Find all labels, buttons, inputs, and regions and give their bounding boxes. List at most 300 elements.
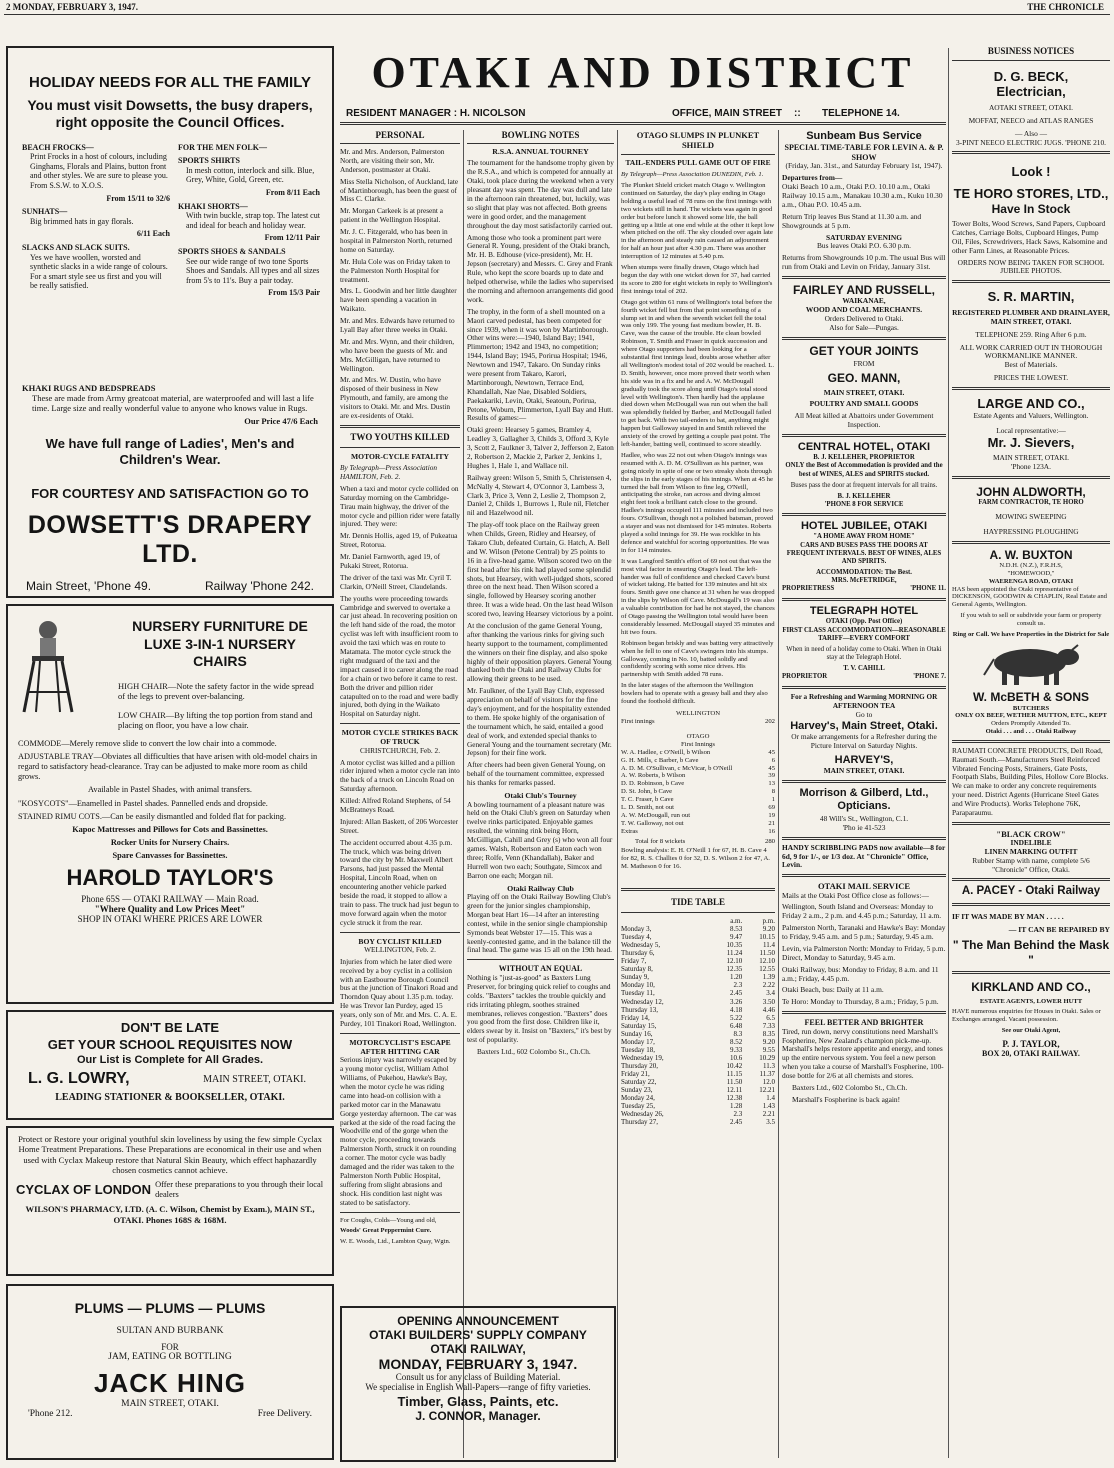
otago-innings: First Innings (681, 740, 715, 748)
tide-row (621, 1070, 775, 1078)
slacks-text: Yes we have woollen, worsted and synthetic slacks in a wide range of colours. For a smart style see us first and you will be really satisfied. (30, 252, 168, 291)
mcbeth-text: ONLY OX BEEF, WETHER MUTTON, ETC., KEPT (955, 712, 1107, 720)
jubilee-phone: 'PHONE 11. (910, 585, 946, 593)
tide-pm: 3.5 (766, 1118, 775, 1127)
khaki-head: KHAKI SHORTS— (178, 201, 248, 211)
batsman: T. W. Galloway, not out (621, 819, 684, 827)
bowling-paragraph: The trophy, in the form of a shell mounted on a Maori carved pedestal, has been competed for since 1939, when it was won by Martinborough. Other wins were:—1940, Island Bay; 1941, Plimmerton; 1942 and 1943, no competition; 1944, Island Bay; 1945, Porirua Hospital; 1946, Newtown and 1947, Takaro. On Sunday rinks were present from Takaro, Karori, Martinborough, Newtown, Terrace End, Khandallah, Nae Nae, Disabled Soldiers, Paekakariki, Levin, Otaki, Seatoun, Porirua, Petone, Woburn, Plimmerton, Lyall Bay and Hutt. Results of games:— (467, 306, 614, 423)
cricket-paragraph: It was Langford Smith's effort of 69 not out that was the most vital factor in ensuring Otago's lead. The left-hander was full of confidence and checked Cave's burst of wicket taking. He batted for 139 minutes and hit six fours. Smith gave one chance at 31 when he was dropped in the slips by Wilson off Cave. McDougall's 19 was also a valuable contribution for had he not stayed, the chances of Otago passing the Wellington total would have been considerably lessened. McDougall stayed 35 minutes and hit two fours. (621, 557, 775, 636)
column-rule (463, 130, 464, 1458)
buxton-ring: Ring or Call. We have Properties in the District for Sale (952, 630, 1110, 638)
cricket-paragraph: Otago got within 61 runs of Wellington's total before the fourth wicket fell but from that point something of a slump set in and when the seventh wicket fell the total was only 199. The young fast medium bowler, H. B. Cave, was the cause of the trouble. He clean bowled Robinson, T. Smith and Fraser in quick succession and where Otago supporters had been looking for a substantial first innings lead, doubts arose whether after all Wellington's modest total of 202 would be reached. L. D. Smith, however, once more proved their worth when his side was in a fix and he and A. W. McDougall gradually took the score along until Otago's total stood level with Wellington's. Then hardly had the applause died down when McDougall was run out when the ball was splendidly fielded by Barber, and McDougall failed to get back. With two tail-enders to bat, anything might happen but Galloway stayed in and Smith relieved the anxiety of the crowd by getting a couple past point. The left-hander, batting well, continued to score steadily. (621, 298, 775, 449)
tide-day: Tuesday 25, (621, 1102, 655, 1111)
batsman: A. W. Roberts, b Wilson (621, 772, 686, 780)
tide-day: Thursday 6, (621, 949, 655, 958)
taylor-phone: Phone 65S — OTAKI RAILWAY — Main Road. (81, 894, 259, 905)
tide-am: 9.47 (730, 933, 743, 942)
column-personal (340, 130, 460, 1460)
runs: 16 (768, 827, 775, 835)
tide-am: 10.6 (730, 1053, 743, 1062)
beck-street: AOTAKI STREET, OTAKI. (988, 102, 1074, 112)
mann-name: GEO. MANN, (827, 371, 901, 386)
telegraph-location: OTAKI (Opp. Post Office) (825, 618, 903, 626)
bowling-paragraph: After cheers had been given General Young, on behalf of the tournament committee, expressed his thanks for remarks passed. (467, 760, 606, 788)
tide-am: 11.15 (726, 1069, 743, 1078)
tide-pm: 3.4 (766, 989, 775, 998)
taylor-name: HAROLD TAYLOR'S (66, 865, 274, 891)
mcbeth-trade: BUTCHERS (1012, 704, 1050, 712)
tide-row (621, 998, 775, 1006)
cricket-paragraph: Robinson began briskly and was batting very attractively when he fell to one of Cave's swingers into his stumps. Galloway, coming in No. 10, batted solidly and confidently scoring with some nice drives. His partnership with Smith added 78 runs. (621, 639, 774, 679)
rugs-text: These are made from Army greatcoat material, are waterproofed and will last a life time. Large size and really wonderful value to anyone who knows value in Rugs. (32, 392, 314, 413)
tide-day: Tuesday 11, (621, 989, 655, 998)
morrison-name: Morrison & Gilberd, Ltd., Opticians. (799, 786, 929, 812)
harveys-goto: Go to (855, 709, 873, 719)
jubilee-motto: "A HOME AWAY FROM HOME" (813, 533, 915, 541)
score-row (621, 780, 775, 788)
mask-line1: IF IT WAS MADE BY MAN . . . . . (952, 912, 1064, 922)
wellington-innings: First innings (621, 717, 655, 725)
tide-pm: 11.50 (759, 949, 775, 958)
column-rule (617, 130, 618, 1458)
beach-head: BEACH FROCKS— (22, 142, 94, 152)
tide-row (621, 1110, 775, 1118)
bowling-paragraphs (467, 159, 614, 788)
tide-pm-header: p.m. (762, 917, 775, 926)
dowsett-courtesy: FOR COURTESY AND SATISFACTION GO TO (31, 486, 309, 502)
beck-name: D. G. BECK, (993, 68, 1069, 84)
otago-total-label: Total for 8 wickets (635, 837, 686, 845)
beck-jugs: 3-PINT NEECO ELECTRIC JUGS. 'PHONE 210. (955, 137, 1107, 147)
tide-row (621, 1022, 775, 1030)
tide-row (621, 981, 775, 989)
batsman: G. H. Mills, c Barber, b Cave (621, 756, 699, 764)
mcbeth-name: W. McBETH & SONS (972, 690, 1089, 705)
batsman: A. W. McDougall, run out (621, 811, 691, 819)
martin-name: S. R. MARTIN, (987, 289, 1075, 305)
martin-phone: TELEPHONE 259. Ring After 6 p.m. (975, 329, 1087, 339)
blackcrow-outfit: LINEN MARKING OUTFIT (984, 846, 1078, 856)
bowling-paragraph: Railway green: Wilson 5, Smith 5, Christensen 4, McNally 4, Stewart 4, O'Connor 3, Lambess 3, Clark 3, Price 3, Venn 2, Leslie 2, Thompson 2, Daniel 2, Childs 1, Burrows 1, Rule nil, Fletcher nil and Hazelwood nil. (467, 472, 612, 518)
tide-row (621, 1062, 775, 1070)
tide-day: Tuesday 18, (621, 1045, 655, 1054)
tide-day: Monday 10, (621, 981, 655, 990)
lowry-list: Our List is Complete for All Grades. (76, 1054, 264, 1066)
large-trade: Estate Agents and Valuers, Wellington. (973, 410, 1089, 420)
cyclax-text: Protect or Restore your original youthful skin loveliness by using the few simple Cyclax Home Treatment Preparations. These Preparations are economical in their use and when used with Cyclax Makeup restore that Natural Skin Beauty, which effect haphazardly chosen cosmetics cannot achieve. (18, 1134, 322, 1176)
buxton-address: WAERENGA ROAD, OTAKI (988, 577, 1074, 585)
masthead-title: OTAKI AND DISTRICT (371, 48, 915, 97)
fospherine-text: Tired, run down, nervy constitutions need Marshall's Fospherine, New Zealand's champion pick-me-up. Marshall's helps restore appetite and energy, and tones up the entire nervous system. You feel a new person when you take a course of Marshall's Fospherine, 100-dose bottle for 2/6 at all chemists and stores. (782, 1026, 944, 1081)
office-address: OFFICE, MAIN STREET (672, 108, 782, 119)
jack-hing-phone: 'Phone 212. (28, 1409, 73, 1419)
youths-paragraph: Mr. Daniel Farnworth, aged 19, of Pukaki Street, Rotorua. (340, 552, 441, 571)
mail-paragraph: Levin, via Palmerston North: Monday to Friday, 5 p.m. Direct, Monday to Saturday, 9.45 a.m. (782, 943, 946, 962)
shirts-price: From 8/11 Each (265, 187, 320, 197)
tide-am: 1.28 (730, 1102, 743, 1111)
blackcrow-office: "Chronicle" Office, Otaki. (992, 864, 1070, 874)
tide-am: 3.26 (730, 997, 743, 1006)
sunbeam-saturday-head: SATURDAY EVENING (826, 232, 902, 242)
woods-line2: Woods' Great Peppermint Cure. (340, 1227, 432, 1235)
page-header (4, 2, 1110, 15)
kapoc-text: Kapoc Mattresses and Pillows for Cots and Bassinettes. (72, 824, 268, 834)
runs: 6 (771, 756, 775, 764)
blackcrow-indelible: INDELIBLE (1010, 837, 1052, 847)
runs: 21 (768, 819, 775, 827)
large-rep-name: Mr. J. Sievers, (987, 435, 1075, 451)
personal-paragraphs (340, 148, 460, 421)
youths-paragraph: The youths were proceeding towards Cambridge and swerved to overtake a car just ahead. In recovering position on the left hand side of the road, the motor cyclist was left with insufficient room to avoid the taxi which was en route to Matamata. The motor cycle struck the right mudguard of the taxi and the impact caused it to career along the road for a chain or two before it came to rest. Both the driver and pillion rider catapulted on to the road and were badly injured, both dying in the Waikato Hospital on Saturday night. (340, 593, 459, 719)
beck-ranges: MOFFAT, NEECO and ATLAS RANGES (968, 115, 1094, 125)
score-row (621, 828, 775, 836)
railway-club-heading: Otaki Railway Club (507, 883, 574, 893)
tide-row (621, 1014, 775, 1022)
jubilee-text: CARS AND BUSES PASS THE DOORS AT FREQUENT INTERVALS. BEST OF WINES, ALES AND SPIRITS. (786, 541, 942, 565)
tide-pm: 10.15 (759, 933, 775, 942)
sunbeam-saturday: Bus leaves Otaki P.O. 6.30 p.m. (816, 241, 912, 251)
score-row (621, 820, 775, 828)
mail-heading: OTAKI MAIL SERVICE (817, 881, 911, 892)
mail-paragraph: Palmerston North, Taranaki and Hawke's Bay: Monday to Friday, 9.45 a.m. and 5 p.m.; Saturday, 9.45 a.m. (782, 923, 946, 942)
otago-scorecard (621, 749, 775, 836)
beck-also: — Also — (1014, 128, 1048, 138)
score-row (621, 804, 775, 812)
men-head: FOR THE MEN FOLK— (178, 142, 267, 152)
runs: 45 (768, 748, 775, 756)
shoes-head: SPORTS SHOES & SANDALS (178, 246, 286, 256)
sunhats-price: 6/11 Each (136, 229, 170, 239)
central-buses: Buses pass the door at frequent intervals for all trains. (790, 481, 938, 489)
youths-byline: By Telegraph—Press Association HAMILTON, Feb. 2. (340, 463, 438, 482)
tide-row (621, 949, 775, 957)
high-chair-illustration (18, 614, 78, 714)
bowling-paragraph: Otaki green: Hearsey 5 games, Bramley 4, Leadley 3, Gallagher 3, Childs 3, Offord 3, Kyle 3, Scott 2, Faulkner 3, Talver 2, Jefferson 2, Eaton 2, Robertson 2, Mackie 2, Parker 2, Jenkins 1, Hughes 1, Hale 1, and Wallace nil. (467, 425, 614, 470)
buxton-name: A. W. BUXTON (989, 548, 1073, 563)
mann-joints: GET YOUR JOINTS (809, 343, 919, 358)
page-date: 2 MONDAY, FEBRUARY 3, 1947. (6, 2, 138, 12)
masthead-separator: :: (794, 108, 801, 119)
plums-title: PLUMS — PLUMS — PLUMS (74, 1300, 266, 1316)
boy-text: Injuries from which he later died were received by a boy cyclist in a collision with an Eastbourne Borough Council bus at the junction of Tinakori Road and Thorndon Quay about 1.35 p.m. today. He was Trevor Ian Purdey, aged 15 years, only son of Mr. and Mrs. C. A. E. Purdey, 101 Tinakori Road, Wellington. (340, 956, 458, 1028)
lowry-trade: LEADING STATIONER & BOOKSELLER, OTAKI. (55, 1092, 285, 1103)
harveys-street: MAIN STREET, OTAKI. (823, 765, 905, 775)
tide-row (621, 925, 775, 933)
column-cricket (621, 130, 775, 1460)
personal-paragraph: Mr. J. C. Fitzgerald, who has been in hospital in Palmerston North, returned home on Saturday. (340, 227, 453, 254)
sunbeam-heading: Sunbeam Bus Service (806, 130, 922, 142)
score-row (621, 765, 775, 773)
wellington-total: 202 (764, 717, 775, 725)
runs: 8 (771, 788, 775, 796)
youths-paragraphs (340, 485, 460, 719)
tide-pm: 12.55 (759, 965, 775, 974)
paper-name: THE CHRONICLE (1027, 2, 1104, 12)
escape-heading: MOTORCYCLIST'S ESCAPE AFTER HITTING CAR (349, 1037, 451, 1057)
tide-pm: 11.3 (763, 1061, 775, 1070)
tide-day: Friday 14, (621, 1013, 650, 1022)
central-name: CENTRAL HOTEL, OTAKI (797, 441, 931, 454)
bowling-paragraph: The tournament for the handsome trophy given by the R.S.A., and which is competed for annually at Otaki, took place during the weekend when a very pleasant day was spent. The day was dull and late in the afternoon rain threatened, but, luckily, was so slight that play was not affected. Both greens were in good order, and the management throughout the day most satisfactorily carried out. (467, 158, 614, 230)
tide-row (621, 957, 775, 965)
tide-row (621, 965, 775, 973)
connor-consult: Consult us for any class of Building Material. (395, 1372, 561, 1382)
connor-location: OTAKI RAILWAY, (430, 1342, 526, 1356)
personal-paragraph: Miss Stella Nicholson, of Auckland, late of Martinborough, has been the guest of Miss C. Clarke. (340, 176, 459, 204)
youths-subheading: MOTOR-CYCLE FATALITY (351, 451, 449, 461)
tide-row (621, 1054, 775, 1062)
slacks-head: SLACKS AND SLACK SUITS. (22, 242, 130, 252)
score-row (621, 788, 775, 796)
bowling-paragraph: At the conclusion of the game General Young, after thanking the various rinks for giving such hearty support to the tournament, complimented the winners on their fine display, and also spoke highly of their opposition players. General Young thanked both the Otaki and Railway Clubs for allowing their greens to be used. (467, 621, 612, 684)
runs: 45 (768, 764, 775, 772)
tide-row (621, 989, 775, 997)
tide-am: 2.3 (733, 1110, 743, 1119)
tide-am: 12.11 (726, 1086, 743, 1095)
connor-ad (340, 1306, 616, 1462)
tide-row (621, 1102, 775, 1110)
sunhats-head: SUNHATS— (22, 207, 68, 217)
cricket-byline: By Telegraph—Press Association DUNEDIN, Feb. 1. (621, 171, 764, 179)
aldworth-services1: MOWING SWEEPING (995, 512, 1067, 522)
jack-hing-delivery: Free Delivery. (257, 1409, 312, 1419)
cricket-subheading: TAIL-ENDERS PULL GAME OUT OF FIRE (625, 158, 771, 168)
cyclax-ad (6, 1126, 334, 1276)
tide-am: 10.35 (726, 941, 743, 950)
column-rule (948, 48, 949, 1458)
tide-pm: 9.20 (762, 925, 775, 934)
batsman: D. D. Robinson, b Cave (621, 780, 685, 788)
rugs-price: Our Price 47/6 Each (244, 415, 318, 426)
tide-day: Friday 21, (621, 1069, 650, 1078)
mail-paragraphs (782, 892, 946, 1008)
jack-hing-street: MAIN STREET, OTAKI. (121, 1399, 219, 1409)
tehoro-text: Tower Bolts, Wood Screws, Sand Papers, Cupboard Catches, Carriage Bolts, Cupboard Hinges, Pump Oil, Files, Screwdrivers, Hack Saws, Kalsomine and other Farm Lines, at Reasonable Prices. (952, 219, 1108, 255)
column-notices (782, 130, 946, 1460)
mail-paragraph: Mails at the Otaki Post Office close as follows:— (782, 890, 929, 900)
jubilee-proprietor: MRS. McFETRIDGE, (831, 577, 897, 585)
mail-paragraph: Te Horo: Monday to Thursday, 8 a.m.; Friday, 5 p.m. (782, 997, 939, 1007)
strikes-heading: MOTOR CYCLE STRIKES BACK OF TRUCK (341, 728, 459, 747)
tide-am: 4.18 (730, 1005, 743, 1014)
tide-am: 2.45 (730, 1118, 743, 1127)
tide-pm: 9.55 (762, 1045, 775, 1054)
tide-table (621, 917, 775, 1126)
fairley-name: FAIRLEY AND RUSSELL, (792, 283, 935, 297)
personal-paragraph: Mrs. L. Goodwin and her little daughter have been spending a vacation in Waikato. (340, 286, 457, 314)
nursery-ad (6, 604, 334, 1004)
cyclax-name: CYCLAX OF LONDON (16, 1182, 152, 1198)
tide-day: Saturday 22, (621, 1077, 657, 1086)
boy-byline: WELLINGTON, Feb. 2. (364, 944, 436, 954)
morrison-address: 48 Will's St., Wellington, C.1. (819, 813, 909, 823)
central-proprietor: B. J. KELLEHER, PROPRIETOR (813, 454, 915, 462)
cricket-paragraphs (621, 182, 775, 706)
tide-day: Monday 3, (621, 925, 652, 934)
tide-day: Wednesday 19, (621, 1053, 664, 1062)
tide-pm: 2.21 (762, 1110, 775, 1119)
buxton-sell: If you wish to sell or subdivide your farm or property consult us. (960, 612, 1102, 627)
tide-day: Wednesday 12, (621, 997, 664, 1006)
taylor-shop: SHOP IN OTAKI WHERE PRICES ARE LOWER (77, 914, 263, 925)
fospherine-heading: FEEL BETTER AND BRIGHTER (804, 1018, 924, 1028)
fospherine-end: Marshall's Fospherine is back again! (792, 1094, 901, 1104)
personal-paragraph: Mr. and Mrs. Edwards have returned to Lyall Bay after three weeks in Otaki. (340, 316, 455, 334)
strikes-paragraphs (340, 759, 460, 928)
tide-row (621, 1030, 775, 1038)
high-chair-text: HIGH CHAIR—Note the safety factor in the wide spread of the legs to prevent over-balancing. (118, 680, 314, 702)
kirkland-box: BOX 20, OTAKI RAILWAY. (982, 1049, 1080, 1059)
cricket-paragraph: When stumps were finally drawn, Otago which had begun the day with one wicket down for 37, had carried its score to 280 for eight wickets in reply to Wellington's first innings total of 202. (621, 264, 773, 295)
shoes-price: From 15/3 Pair (268, 288, 320, 298)
sunhats-text: Big brimmed hats in gay florals. (30, 216, 134, 226)
telegraph-name: TELEGRAPH HOTEL (809, 605, 919, 618)
mail-paragraph: Otaki Beach, bus: Daily at 11 a.m. (782, 985, 884, 995)
bull-illustration (976, 641, 1086, 687)
shirts-text: In mesh cotton, interlock and silk. Blue, Grey, White, Gold, Green, etc. (186, 165, 315, 185)
blackcrow-stamp: Rubber Stamp with name, complete 5/6 (972, 855, 1090, 865)
escape-text: Serious injury was narrowly escaped by a young motor cyclist, William Athol Williams, of Pukehou, Hawke's Bay, when the motor cycle he was riding came into head-on collision with a parked motor car in the Manawatu Gorge yesterday afternoon. The car was parked at the side of the road facing the Woodville end of the gorge when the motor cycle, proceeding towards Palmerston North, struck it on rounding a corner. The motor cycle was badly damaged and the rider was taken to the Palmerston North Public Hospital, suffering from slight abrasions and shock. His condition last night was stated to be satisfactory. (340, 1055, 457, 1207)
tide-pm: 1.39 (762, 973, 775, 982)
youths-paragraph: Mr. Dennis Hollis, aged 19, of Pukeatua Street, Rotorua. (340, 531, 458, 550)
central-text: ONLY the Best of Accommodation is provided and the best of WINES, ALES and SPIRITS stocked. (785, 462, 943, 478)
buxton-text: HAS been appointed the Otaki representative of DICKENSON, GOODWIN & CHAPLIN, Real Estate and General Agents, Wellington. (952, 585, 1107, 609)
kirkland-agent: P. J. TAYLOR, (1002, 1038, 1060, 1049)
tide-am: 11.50 (726, 1077, 743, 1086)
tide-am: 8.53 (730, 925, 743, 934)
nursery-title: NURSERY FURNITURE DE LUXE 3-IN-1 NURSERY CHAIRS (132, 618, 308, 669)
tide-row (621, 1038, 775, 1046)
tide-row (621, 941, 775, 949)
tide-pm: 12.21 (759, 1086, 775, 1095)
tide-day: Wednesday 26, (621, 1110, 664, 1119)
tide-pm: 9.20 (762, 1037, 775, 1046)
tehoro-stock: Have In Stock (991, 201, 1071, 216)
aldworth-services2: HAYPRESSING PLOUGHING (983, 527, 1079, 537)
connor-date: MONDAY, FEBRUARY 3, 1947. (378, 1356, 578, 1372)
tide-day: Saturday 15, (621, 1021, 657, 1030)
aldworth-name: JOHN ALDWORTH, (976, 484, 1086, 499)
baxters-maker: Baxters Ltd., 602 Colombo St., Ch.Ch. (477, 1047, 591, 1057)
tide-am: 6.48 (730, 1021, 743, 1030)
masthead-subhead (340, 106, 946, 125)
batsman: W. A. Hadlee, c O'Neill, b Wilson (621, 748, 711, 756)
lowry-late: DON'T BE LATE (120, 1020, 220, 1035)
strikes-paragraph: The accident occurred about 4.35 p.m. The truck, which was being driven toward the city by Mr. Maxwell Albert Parsons, had just passed the Mental Hospital, Lincoln Road, when on encountering another vehicle parked beside the road, it stopped to allow a train to pass. The truck had just begun to move forward again when the motor cycle struck it from the rear. (340, 837, 459, 927)
low-chair-text: LOW CHAIR—By lifting the top portion from stand and placing on floor, you have a low chair. (118, 709, 313, 731)
cricket-paragraph: In the later stages of the afternoon the Wellington bowlers had to operate with a greasy ball and they also found the foothold difficult. (621, 682, 768, 706)
tide-pm: 1.43 (762, 1102, 775, 1111)
tide-pm: 4.46 (762, 1005, 775, 1014)
connor-company: OTAKI BUILDERS' SUPPLY COMPANY (369, 1328, 587, 1342)
shoes-text: See our wide range of two tone Sports Shoes and Sandals. All types and all sizes from 5's to 11's. Buy a pair today. (186, 256, 320, 285)
youths-paragraph: When a taxi and motor cycle collided on Saturday morning on the Cambridge-Tirau main highway, the driver of the motor cycle and pillion rider were fatally injured. They were: (340, 483, 460, 529)
bowling-paragraph: Mr. Faulkner, of the Lyall Bay Club, expressed appreciation on behalf of visitors for the fine day's enjoyment, and for the hospitality extended to them. He spoke highly of the organisation of the tournament which, he said, entailed a good deal of work, and extended special thanks to General Young and the tournament secretary (Mr. Jepson) for their fine work. (467, 686, 612, 758)
tide-row (621, 1078, 775, 1086)
mail-paragraph: Otaki Railway, bus: Monday to Friday, 8 a.m. and 11 a.m.; Friday, 4.45 p.m. (782, 964, 939, 983)
tide-am: 9.33 (730, 1045, 743, 1054)
sunbeam-sub: SPECIAL TIME-TABLE FOR LEVIN A. & P. SHOW (784, 143, 944, 162)
tide-day: Wednesday 5, (621, 941, 661, 950)
stained-text: STAINED RIMU COTS.—Can be easily dismantled and folded flat for packing. (18, 811, 287, 821)
bowling-subheading: R.S.A. ANNUAL TOURNEY (492, 146, 589, 156)
plums-use: JAM, EATING OR BOTTLING (108, 1352, 232, 1362)
strikes-paragraph: Killed: Alfred Roland Stephens, of 54 McBratneys Road. (340, 796, 451, 815)
bowling-heading: BOWLING NOTES (467, 130, 614, 144)
beck-trade: Electrician, (996, 84, 1066, 100)
morrison-phone: 'Pho ie 41-523 (842, 822, 886, 832)
sunbeam-returns: Returns from Showgrounds 10 p.m. The usual Bus will run from Otaki and Levin on Friday, January 31st. (782, 253, 946, 272)
connor-wallpapers: We specialise in English Wall-Papers—range of fifty varieties. (365, 1382, 591, 1392)
plums-kinds: SULTAN AND BURBANK (116, 1326, 224, 1336)
tide-pm: 11.37 (759, 1069, 775, 1078)
khaki-text: With twin buckle, strap top. The latest cut and ideal for beach and holiday wear. (186, 211, 320, 230)
cricket-paragraph: Hadlee, who was 22 not out when Otago's innings was resumed with A. D. M. O'Sullivan as his partner, was going nicely in spite of one or two streaky shots through the slips in the early stages of his innings. When at 45 he turned the ball from Wilson to fine leg, O'Neill, anticipating the stroke, ran across and diving almost eight feet took a brilliant catch close to the ground. Hadlee's innings occupied 111 minutes and included two fours. O'Sullivan, though not a polished batsman, proved a stayer and was not dismissed for 145 minutes. Roberts played a solid innings for 39. He was rocklike in his defence and watchful for scoring opportunities. He was in for 114 minutes. (621, 451, 774, 554)
otaki-club-text: A bowling tournament of a pleasant nature was held on the Otaki Club's green on Saturday when twelve rinks participated. Enjoyable games resulted, the winning rink being Horn, McGilligan, Cahill and Grey (s) who won all four games. Walsh, Robertson and Eaton each won three; Rolfe, Venn (Khandallah), Baker and Hurrell won two each; Southgate, Simcox and Barron one each; Morgan nil. (467, 799, 613, 880)
woods-line1: For Coughs, Colds—Young and old, (340, 1216, 437, 1224)
tide-day: Saturday 8, (621, 965, 653, 974)
kirkland-text: HAVE numerous enquiries for Houses in Otaki. Sales or Exchanges arranged. Vacant possession. (952, 1008, 1101, 1024)
tide-pm: 12.10 (759, 957, 775, 966)
tide-heading: TIDE TABLE (671, 897, 725, 908)
tide-pm: 11.4 (763, 941, 775, 950)
personal-paragraph: Mr. and Mrs. Wynn, and their children, who have been the guests of Mr. and Mrs. McGilligan, have returned to Wellington. (340, 336, 455, 373)
tide-pm: 3.50 (762, 997, 775, 1006)
score-row (621, 796, 775, 804)
beach-text: Print Frocks in a host of colours, including Ginghams, Florals and Plains, button front and other styles. We are sure to please you. From S.S.W. to X.O.S. (30, 152, 168, 190)
score-row (621, 812, 775, 820)
tide-am: 12.38 (726, 1094, 743, 1103)
dowsett-title: HOLIDAY NEEDS FOR ALL THE FAMILY (29, 74, 311, 91)
connor-manager: J. CONNOR, Manager. (415, 1409, 541, 1423)
tray-text: ADJUSTABLE TRAY—Obviates all difficulties that have arisen with old-model chairs in regard to satisfactory head-clearance. Tray can be adjusted to make more room as child grows. (18, 752, 318, 782)
martin-materials: Best of Materials. (1004, 360, 1058, 370)
martin-work: ALL WORK CARRIED OUT IN THOROUGH WORKMANLIKE MANNER. (959, 342, 1103, 361)
harveys-tea: For a Refreshing and Warming MORNING OR AFTERNOON TEA (790, 693, 938, 711)
tide-am: 10.42 (726, 1061, 743, 1070)
score-row (621, 757, 775, 765)
tide-am: 5.22 (730, 1013, 743, 1022)
youths-paragraph: The driver of the taxi was Mr. Cyril T. Clarkin, O'Neill Street, Claudelands. (340, 572, 452, 591)
rocker-text: Rocker Units for Nursery Chairs. (110, 837, 230, 847)
blackcrow-name: "BLACK CROW" (996, 828, 1066, 839)
fospherine-maker: Baxters Ltd., 602 Colombo St., Ch.Ch. (792, 1082, 908, 1092)
mcbeth-place: Otaki . . . and . . . Otaki Railway (985, 727, 1077, 735)
plums-for: FOR (161, 1342, 179, 1352)
central-phone: 'PHONE 8 FOR SERVICE (824, 501, 904, 509)
tide-am: 12.10 (726, 957, 743, 966)
mask-line2: — IT CAN BE REPAIRED BY (1008, 925, 1110, 935)
strikes-paragraph: Injured: Allan Baskett, of 206 Worcester Street. (340, 816, 459, 835)
runs: 19 (768, 811, 775, 819)
tide-pm: 6.5 (766, 1013, 775, 1022)
tide-row (621, 1006, 775, 1014)
bowling-paragraph: Among those who took a prominent part were General R. Young, president of the Otaki branch, Mr. H. B. Edhouse (vice-president), Mr. H. Jepson (secretary) and Messrs. C. Grey and Frank Rule, who kept the score boards up to date and helped otherwise, while the ladies who supervised the morning and afternoon arrangements did good work. (467, 232, 614, 304)
lowry-requisites: GET YOUR SCHOOL REQUISITES NOW (47, 1037, 293, 1052)
mcbeth-orders: Orders Promptly Attended To. (991, 720, 1071, 728)
runs: 69 (768, 804, 775, 812)
connor-timber: Timber, Glass, Paints, etc. (397, 1394, 559, 1409)
spare-text: Spare Canvasses for Bassinettes. (112, 850, 228, 860)
tide-day: Tuesday 4, (621, 933, 652, 942)
tehoro-look: Look ! (1011, 164, 1051, 180)
wellington-label: WELLINGTON (675, 710, 721, 718)
fairley-place: WAIKANAE, (842, 296, 886, 306)
jack-hing-name: JACK HING (93, 1368, 246, 1398)
personal-paragraph: Mr. and Mrs. Anderson, Palmerston North, are visiting their son, Mr. Anderson, postmaster at Otaki. (340, 146, 445, 174)
mann-trade: POULTRY AND SMALL GOODS (809, 399, 919, 409)
column-business (952, 46, 1110, 1464)
